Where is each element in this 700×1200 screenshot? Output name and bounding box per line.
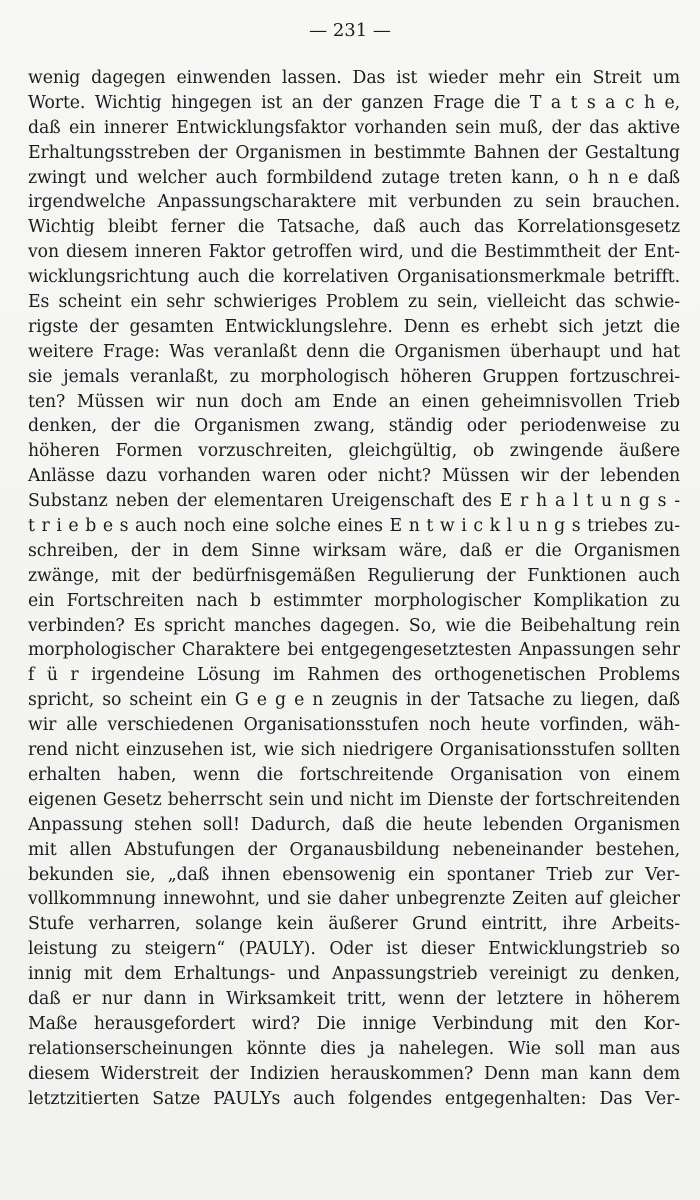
text-line: erhalten haben, wenn die fortschreitende Organisation von einem [28,764,680,785]
text-line: spricht, so scheint ein G e g e n zeugnis in der Tatsache zu liegen, daß [28,690,680,711]
text-line: Substanz neben der elementaren Ureigenschaft des E r h a l t u n g s - [28,491,680,512]
text-line: morphologischer Charaktere bei entgegengesetztesten Anpassungen sehr [28,640,680,661]
text-line: von diesem inneren Faktor getroffen wird, und die Bestimmtheit der Ent- [28,242,680,263]
text-line: rend nicht einzusehen ist, wie sich niedrigere Organisationsstufen sollten [28,740,680,761]
text-line: relationserscheinungen könnte dies ja nahelegen. Wie soll man aus [28,1038,680,1059]
body-text [28,66,680,1111]
text-line: wenig dagegen einwenden lassen. Das ist wieder mehr ein Streit um [28,68,680,88]
text-line: Stufe verharren, solange kein äußerer Grund eintritt, ihre Arbeits- [28,914,680,935]
text-line: Es scheint ein sehr schwieriges Problem zu sein, vielleicht das schwie- [28,292,680,313]
text-line: wicklungsrichtung auch die korrelativen Organisationsmerkmale betrifft. [28,267,680,288]
text-line: mit allen Abstufungen der Organausbildung nebeneinander bestehen, [28,839,680,860]
page-number: — 231 — [309,20,391,41]
text-line: höheren Formen vorzuschreiten, gleichgültig, ob zwingende äußere [28,441,680,462]
text-line: diesem Widerstreit der Indizien herauskommen? Denn man kann dem [28,1063,680,1084]
text-line: zwingt und welcher auch formbildend zutage treten kann, o h n e daß [28,167,680,188]
text-line: eigenen Gesetz beherrscht sein und nicht im Dienste der fortschreitenden [28,789,680,810]
text-line: Anpassung stehen soll! Dadurch, daß die heute lebenden Organismen [28,814,680,835]
text-line: letztzitierten Satze PAULYs auch folgendes entgegenhalten: Das Ver- [28,1088,680,1109]
text-line: Worte. Wichtig hingegen ist an der ganzen Frage die T a t s a c h e, [28,92,680,113]
text-line: Wichtig bleibt ferner die Tatsache, daß auch das Korrelationsgesetz [28,217,680,238]
text-line: zwänge, mit der bedürfnisgemäßen Regulierung der Funktionen auch [28,565,680,586]
text-line: Anlässe dazu vorhanden waren oder nicht? Müssen wir der lebenden [28,466,680,487]
text-line: irgendwelche Anpassungscharaktere mit verbunden zu sein brauchen. [28,192,680,213]
text-line: verbinden? Es spricht manches dagegen. So, wie die Beibehaltung rein [28,615,680,636]
text-line: denken, der die Organismen zwang, ständig oder periodenweise zu [28,416,680,437]
text-line: bekunden sie, „daß ihnen ebensowenig ein spontaner Trieb zur Ver- [28,864,680,885]
text-line: wir alle verschiedenen Organisationsstufen noch heute vorfinden, wäh- [28,715,680,736]
text-line: ein Fortschreiten nach b estimmter morphologischer Komplikation zu [28,590,680,611]
text-line: Erhaltungsstreben der Organismen in bestimmte Bahnen der Gestaltung [28,142,680,163]
text-line: Maße herausgefordert wird? Die innige Verbindung mit den Kor- [28,1013,680,1034]
text-line: t r i e b e s auch noch eine solche eines E n t w i c k l u n g s triebes zu- [28,516,680,537]
text-line: daß er nur dann in Wirksamkeit tritt, wenn der letztere in höherem [28,988,680,1009]
text-line: schreiben, der in dem Sinne wirksam wäre, daß er die Organismen [28,540,680,561]
text-line: vollkommnung innewohnt, und sie daher unbegrenzte Zeiten auf gleicher [28,889,680,910]
text-line: daß ein innerer Entwicklungsfaktor vorhanden sein muß, der das aktive [28,117,680,138]
text-line: leistung zu steigern“ (PAULY). Oder ist dieser Entwicklungstrieb so [28,939,680,960]
text-line: f ü r irgendeine Lösung im Rahmen des orthogenetischen Problems [28,665,680,686]
text-line: sie jemals veranlaßt, zu morphologisch höheren Gruppen fortzuschrei- [28,366,680,387]
text-line: innig mit dem Erhaltungs- und Anpassungstrieb vereinigt zu denken, [28,964,680,985]
text-line: rigste der gesamten Entwicklungslehre. Denn es erhebt sich jetzt die [28,316,680,337]
text-line: weitere Frage: Was veranlaßt denn die Organismen überhaupt und hat [28,341,680,362]
text-line: ten? Müssen wir nun doch am Ende an einen geheimnisvollen Trieb [28,391,680,412]
